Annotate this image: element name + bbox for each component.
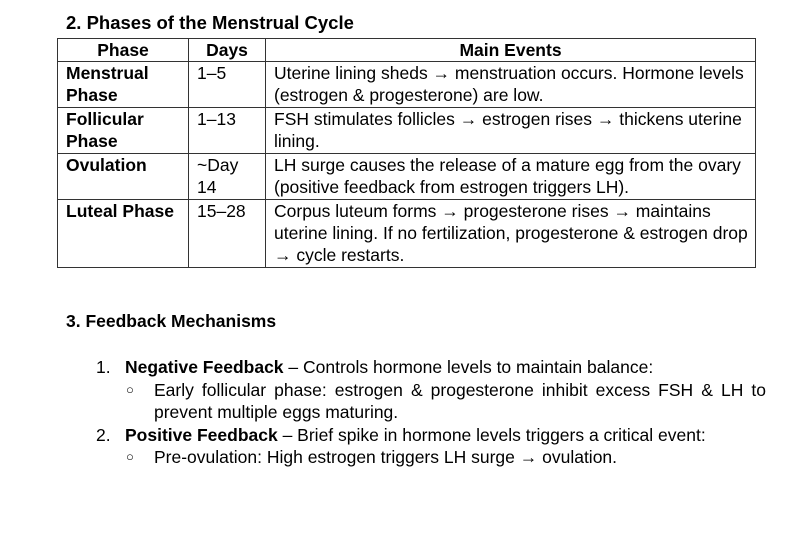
table-row — [58, 62, 756, 108]
term-positive-feedback: Positive Feedback — [125, 424, 278, 445]
table-row — [58, 108, 756, 154]
events-cell: FSH stimulates follicles → estrogen rises → thickens uterine lining. — [266, 108, 756, 154]
circle-bullet-icon: ○ — [126, 381, 134, 397]
list-number: 2. — [96, 424, 111, 445]
list-item-positive-feedback — [96, 424, 766, 447]
table-header-row — [58, 39, 756, 62]
list-item-text — [125, 424, 766, 447]
list-number: 1. — [96, 357, 111, 377]
days-cell: ~Day 14 — [189, 154, 266, 200]
section-heading-phases: 2. Phases of the Menstrual Cycle — [66, 12, 354, 33]
table-row — [58, 154, 756, 200]
menstrual-phases-table — [57, 38, 756, 268]
sub-item-text: Early follicular phase: estrogen & progesterone inhibit excess FSH & LH to prevent multiple eggs maturing. — [154, 379, 766, 422]
term-description: – Brief spike in hormone levels triggers a critical event: — [277, 424, 706, 445]
days-cell: 1–13 — [189, 108, 266, 154]
phase-cell: Ovulation — [58, 154, 189, 200]
phase-cell: Follicular Phase — [58, 108, 189, 154]
section-heading-feedback: 3. Feedback Mechanisms — [66, 311, 277, 331]
header-main-events: Main Events — [266, 39, 756, 62]
sub-item-text: Pre-ovulation: High estrogen triggers LH surge → ovulation. — [154, 447, 618, 467]
circle-bullet-icon: ○ — [126, 449, 134, 464]
events-cell: LH surge causes the release of a mature egg from the ovary (positive feedback from estrogen triggers LH). — [266, 154, 756, 200]
phase-cell: Menstrual Phase — [58, 62, 189, 108]
list-item-negative-feedback — [96, 356, 766, 379]
events-cell: Uterine lining sheds → menstruation occurs. Hormone levels (estrogen & progesterone) are low. — [266, 62, 756, 108]
table-row — [58, 200, 756, 268]
days-cell: 15–28 — [189, 200, 266, 268]
term-negative-feedback: Negative Feedback — [125, 357, 284, 377]
header-days: Days — [189, 39, 266, 62]
sub-list-item — [96, 379, 766, 424]
header-phase: Phase — [58, 39, 189, 62]
sub-list-item — [96, 446, 766, 469]
events-cell: Corpus luteum forms → progesterone rises → maintains uterine lining. If no fertilization, progesterone & estrogen drop → cycle restarts. — [266, 200, 756, 268]
feedback-list — [96, 356, 766, 469]
phase-cell: Luteal Phase — [58, 200, 189, 268]
list-item-text — [125, 356, 766, 379]
term-description: – Controls hormone levels to maintain balance: — [283, 357, 654, 377]
days-cell: 1–5 — [189, 62, 266, 108]
